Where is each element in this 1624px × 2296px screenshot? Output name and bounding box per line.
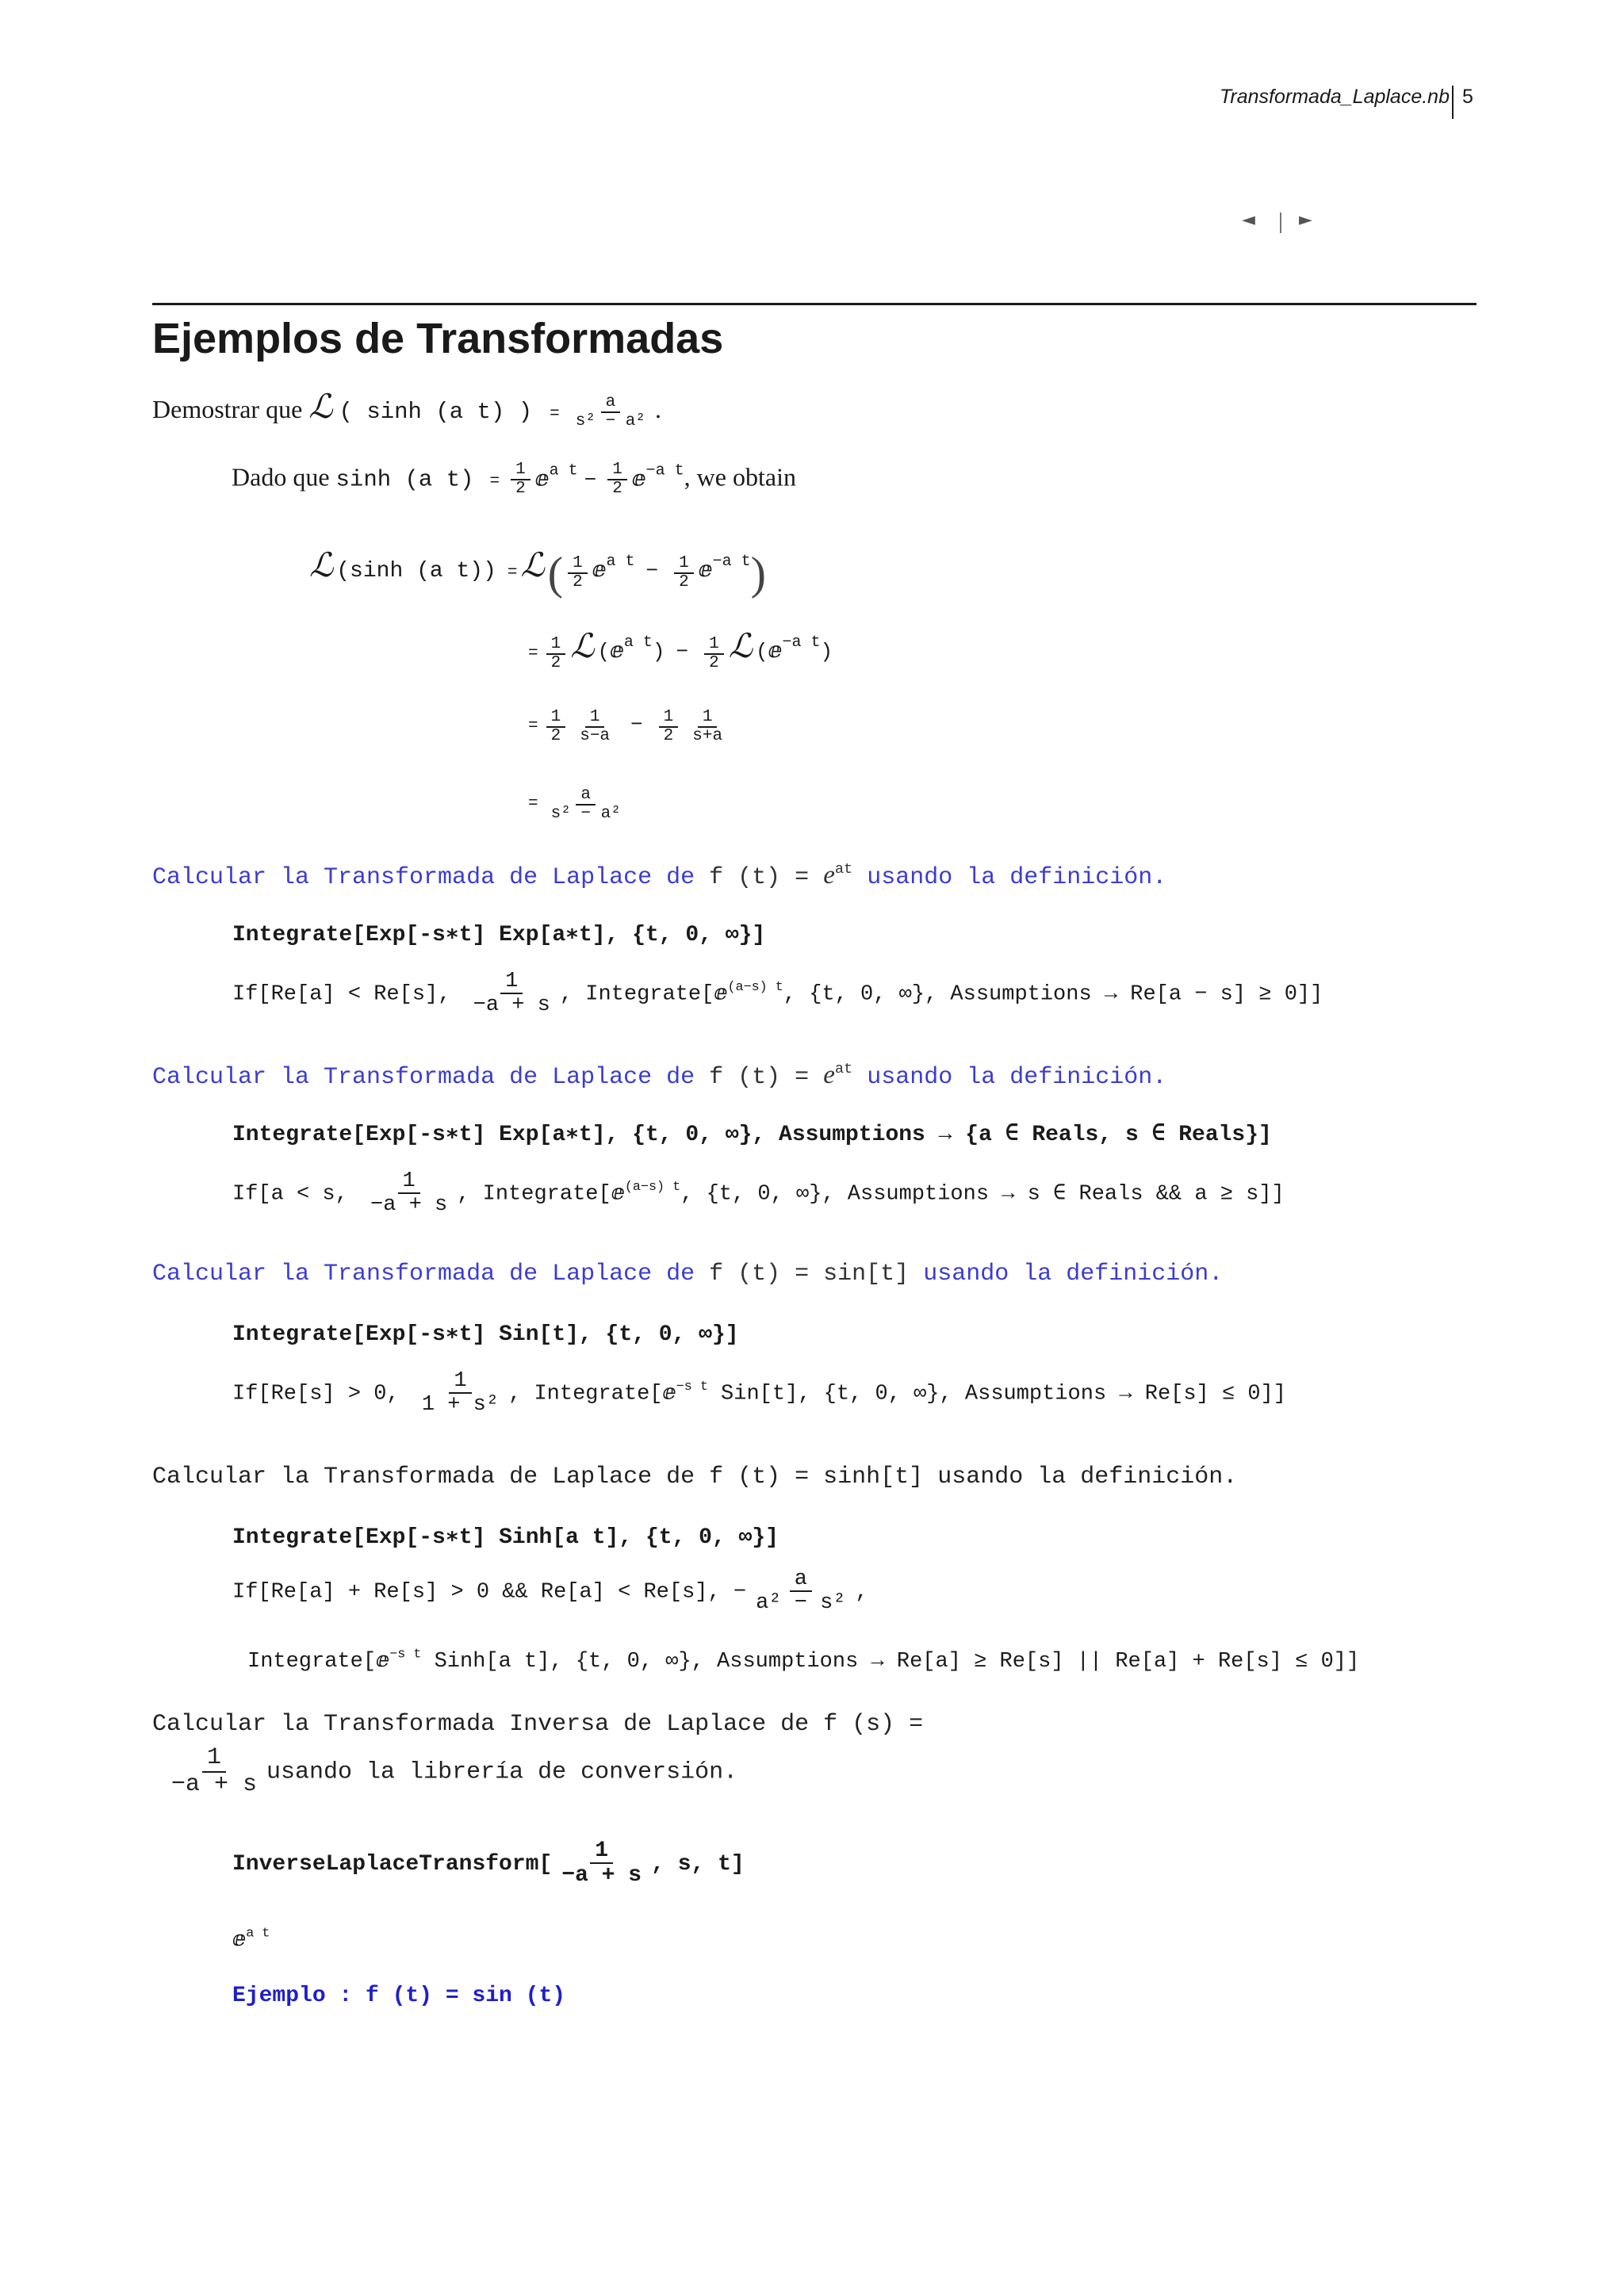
half-den: 2 xyxy=(679,573,689,592)
equals-sign: = xyxy=(528,794,538,813)
inverse-input-den: −a + s xyxy=(561,1863,642,1888)
given-text: Dado que xyxy=(232,462,330,492)
inverse-frac-den: −a + s xyxy=(171,1770,258,1798)
proof-step-0: ℒ (sinh (a t)) = ℒ ( $\frac{1}{2}$ ⅇa t − $\frac{1}{2}$ ⅇ−a t) xyxy=(309,547,766,599)
cell-1-input[interactable]: Integrate[Exp[-s∗t] Exp[a∗t], {t, 0, ∞}] xyxy=(232,923,766,947)
cell-3-output xyxy=(232,1370,1286,1417)
half-num: 1 xyxy=(568,555,588,574)
half-fraction xyxy=(546,709,566,745)
cell-3-input[interactable]: Integrate[Exp[-s∗t] Sin[t], {t, 0, ∞}] xyxy=(232,1322,739,1347)
output-fraction xyxy=(417,1370,504,1417)
half-fraction xyxy=(674,555,694,591)
exp-e: ⅇ xyxy=(610,637,624,663)
cell-text-post: usando la definición. xyxy=(867,1064,1167,1091)
half-fraction xyxy=(704,636,724,672)
laplace-symbol: ℒ xyxy=(728,629,753,665)
cell-func: f (t) = sinh[t] xyxy=(709,1464,924,1490)
half-fraction xyxy=(546,636,566,672)
cell-func: f (t) = xyxy=(709,864,810,891)
step3-fraction xyxy=(546,786,626,823)
inverse-output-sup: a t xyxy=(246,1926,270,1942)
output-rest: Sin[t], {t, 0, ∞}, Assumptions → Re[s] ≤ 0]] xyxy=(707,1382,1286,1406)
output-den: a² − s² xyxy=(756,1591,846,1616)
exp-sup: −a t xyxy=(712,553,751,571)
inverse-text-line-1: Calcular la Transformada Inversa de Laplace de f (s) = xyxy=(152,1711,924,1738)
output-num: 1 xyxy=(398,1170,420,1194)
cell-1-output xyxy=(232,970,1323,1017)
cell-text-pre: Calcular la Transformada de Laplace de xyxy=(152,864,695,891)
half-num: 1 xyxy=(546,636,566,655)
step3-den: s² − a² xyxy=(550,805,621,824)
output-rest: , {t, 0, ∞}, Assumptions → s ∈ Reals && a ≥ s]] xyxy=(680,1182,1285,1207)
exp-e: ⅇ xyxy=(592,556,607,582)
cell-text-post: usando la definición. xyxy=(923,1261,1224,1288)
output-cond: If[Re[a] < Re[s], xyxy=(232,982,451,1007)
exp-sup: −a t xyxy=(782,633,821,652)
inverse-output-e: ⅇ xyxy=(232,1927,247,1951)
inverse-input-func: InverseLaplaceTransform[ xyxy=(232,1851,553,1877)
nav-separator xyxy=(1280,212,1281,233)
half-fraction xyxy=(659,709,679,745)
exp-sup: −a t xyxy=(645,461,684,480)
cell-func-e: e xyxy=(823,861,835,890)
output-cond: If[Re[a] + Re[s] > 0 && Re[a] < Re[s], − xyxy=(232,1580,747,1605)
step2-num: 1 xyxy=(585,709,605,728)
proof-intro xyxy=(152,387,661,430)
obtain-text: , we obtain xyxy=(684,462,796,492)
output-e: ⅇ xyxy=(714,980,728,1005)
equals-sign: = xyxy=(528,717,538,736)
cell-4-input[interactable]: Integrate[Exp[-s∗t] Sinh[a t], {t, 0, ∞}] xyxy=(232,1525,779,1550)
cell-func-sup: at xyxy=(834,1060,853,1077)
output-line1-end: , xyxy=(855,1580,868,1605)
notebook-title: Transformada_Laplace.nb xyxy=(1220,86,1450,108)
output-rest-pre: , Integrate[ xyxy=(457,1182,611,1207)
minus-sign: − xyxy=(630,712,643,737)
output-cond: If[Re[s] > 0, xyxy=(232,1382,400,1406)
cell-4-output-line-1 xyxy=(232,1568,868,1615)
step2-fraction-a xyxy=(575,709,615,745)
half-num: 1 xyxy=(704,636,724,655)
exp-e: ⅇ xyxy=(768,637,783,663)
equals-sign: = xyxy=(528,645,538,663)
cell-text-pre: Calcular la Transformada de Laplace de xyxy=(152,1464,695,1490)
inverse-input[interactable] xyxy=(232,1839,745,1888)
inverse-frac-num: 1 xyxy=(202,1746,226,1773)
cell-func: f (t) = xyxy=(709,1064,810,1091)
output-num: 1 xyxy=(449,1370,471,1394)
cell-4-text xyxy=(152,1464,1237,1490)
exp-sup: a t xyxy=(549,461,578,480)
half-den: 2 xyxy=(709,654,719,673)
output-rest-pre: , Integrate[ xyxy=(508,1382,663,1406)
nav-prev-button[interactable]: ◄ xyxy=(1242,210,1255,230)
cell-text-pre: Calcular la Transformada de Laplace de xyxy=(152,1261,695,1288)
cell-3-text xyxy=(152,1261,1223,1288)
output-e: ⅇ xyxy=(611,1180,625,1205)
minus-sign: − xyxy=(584,468,597,492)
intro-fraction-num: a xyxy=(601,394,621,413)
output-line2-pre: Integrate[ xyxy=(247,1650,377,1674)
exp-sup: a t xyxy=(606,553,635,571)
output-den: 1 + s² xyxy=(421,1393,500,1418)
cell-2-text xyxy=(152,1061,1166,1091)
exp-e: ⅇ xyxy=(534,465,550,492)
output-fraction xyxy=(469,970,555,1017)
half-num: 1 xyxy=(659,709,679,728)
output-e-sup: (a−s) t xyxy=(727,979,783,995)
output-cond: If[a < s, xyxy=(232,1182,348,1207)
section-title: Ejemplos de Transformadas xyxy=(152,315,724,362)
inverse-input-fraction xyxy=(557,1839,646,1888)
output-num: a xyxy=(790,1568,812,1592)
intro-fraction xyxy=(571,394,650,430)
intro-period: . xyxy=(654,395,661,423)
half-fraction xyxy=(568,555,588,591)
output-e-sup: −s t xyxy=(389,1647,422,1663)
half-num: 1 xyxy=(674,555,694,574)
given-expr: sinh (a t) xyxy=(335,466,474,493)
inverse-text-line-2 xyxy=(167,1746,737,1797)
example-heading[interactable]: Ejemplo : f (t) = sin (t) xyxy=(232,1984,566,2008)
intro-fraction-den: s² − a² xyxy=(575,411,645,430)
half-num: 1 xyxy=(546,709,566,728)
step2-den-a: s−a xyxy=(580,727,611,746)
half-den: 2 xyxy=(515,480,526,499)
half-den: 2 xyxy=(663,727,674,746)
cell-1-text xyxy=(152,861,1166,891)
section-rule xyxy=(152,303,1477,305)
cell-2-output xyxy=(232,1170,1285,1217)
half-den: 2 xyxy=(612,480,622,499)
step2-fraction-b xyxy=(688,709,727,745)
inverse-fraction xyxy=(167,1746,262,1797)
output-den: −a + s xyxy=(473,993,550,1018)
nav-next-button[interactable]: ► xyxy=(1299,210,1312,230)
half-fraction xyxy=(511,461,530,498)
cell-text-post: usando la definición. xyxy=(867,864,1167,891)
step3-num: a xyxy=(576,786,596,806)
exp-e: ⅇ xyxy=(631,465,646,492)
half-num: 1 xyxy=(511,461,530,480)
minus-sign: − xyxy=(676,640,689,664)
output-den: −a + s xyxy=(370,1193,448,1218)
equals-sign: = xyxy=(507,564,518,582)
half-num: 1 xyxy=(607,461,627,480)
step2-den-b: s+a xyxy=(692,727,723,746)
output-fraction xyxy=(751,1568,850,1615)
output-e: ⅇ xyxy=(662,1380,676,1405)
equals-sign: = xyxy=(550,405,560,423)
exp-sup: a t xyxy=(623,633,653,652)
half-den: 2 xyxy=(550,727,561,746)
output-e: ⅇ xyxy=(376,1647,390,1672)
exp-e: ⅇ xyxy=(698,556,713,582)
output-rest-pre: , Integrate[ xyxy=(559,982,714,1007)
laplace-symbol: ℒ xyxy=(520,548,545,584)
cell-text-post: usando la definición. xyxy=(937,1464,1238,1490)
minus-sign: − xyxy=(645,559,659,583)
cell-4-output-line-2 xyxy=(247,1647,1359,1674)
cell-2-input[interactable]: Integrate[Exp[-s∗t] Exp[a∗t], {t, 0, ∞}, Assumptions → {a ∈ Reals, s ∈ Reals}] xyxy=(232,1123,1272,1147)
half-den: 2 xyxy=(550,654,561,673)
half-den: 2 xyxy=(573,573,583,592)
output-e-sup: −s t xyxy=(676,1379,708,1395)
proof-step-2 xyxy=(528,709,732,745)
page-number: 5 xyxy=(1462,86,1473,108)
proof-step-1: = $\frac{1}{2}$ ℒ (ⅇa t) − $\frac{1}{2}$ ℒ (ⅇ−a t) xyxy=(528,629,833,673)
laplace-symbol: ℒ xyxy=(308,389,333,426)
cell-func-e: e xyxy=(823,1061,835,1089)
step0-lhs: (sinh (a t)) xyxy=(336,559,496,584)
inverse-text-rest: usando la librería de conversión. xyxy=(266,1758,738,1786)
laplace-symbol: ℒ xyxy=(570,629,595,665)
step2-num: 1 xyxy=(698,709,718,728)
proof-intro-text: Demostrar que xyxy=(152,395,303,423)
laplace-symbol: ℒ xyxy=(309,548,334,584)
cell-text-pre: Calcular la Transformada de Laplace de xyxy=(152,1064,695,1091)
proof-intro-expr: ( sinh (a t) ) xyxy=(339,399,533,425)
output-num: 1 xyxy=(500,970,523,994)
output-fraction xyxy=(366,1170,452,1217)
equals-sign: = xyxy=(489,473,500,492)
output-rest: , {t, 0, ∞}, Assumptions → Re[a − s] ≥ 0]] xyxy=(783,982,1323,1007)
proof-step-3 xyxy=(528,786,630,823)
proof-given xyxy=(232,461,796,498)
inverse-input-rest: , s, t] xyxy=(651,1851,745,1877)
cell-func-sup: at xyxy=(834,860,853,878)
header-divider xyxy=(1452,86,1454,119)
inverse-output xyxy=(232,1927,270,1953)
inverse-input-num: 1 xyxy=(590,1839,613,1864)
half-fraction xyxy=(607,461,627,498)
output-e-sup: (a−s) t xyxy=(624,1179,681,1195)
cell-func: f (t) = sin[t] xyxy=(709,1261,910,1288)
output-line2-rest: Sinh[a t], {t, 0, ∞}, Assumptions → Re[a] ≥ Re[s] || Re[a] + Re[s] ≤ 0]] xyxy=(421,1650,1360,1674)
